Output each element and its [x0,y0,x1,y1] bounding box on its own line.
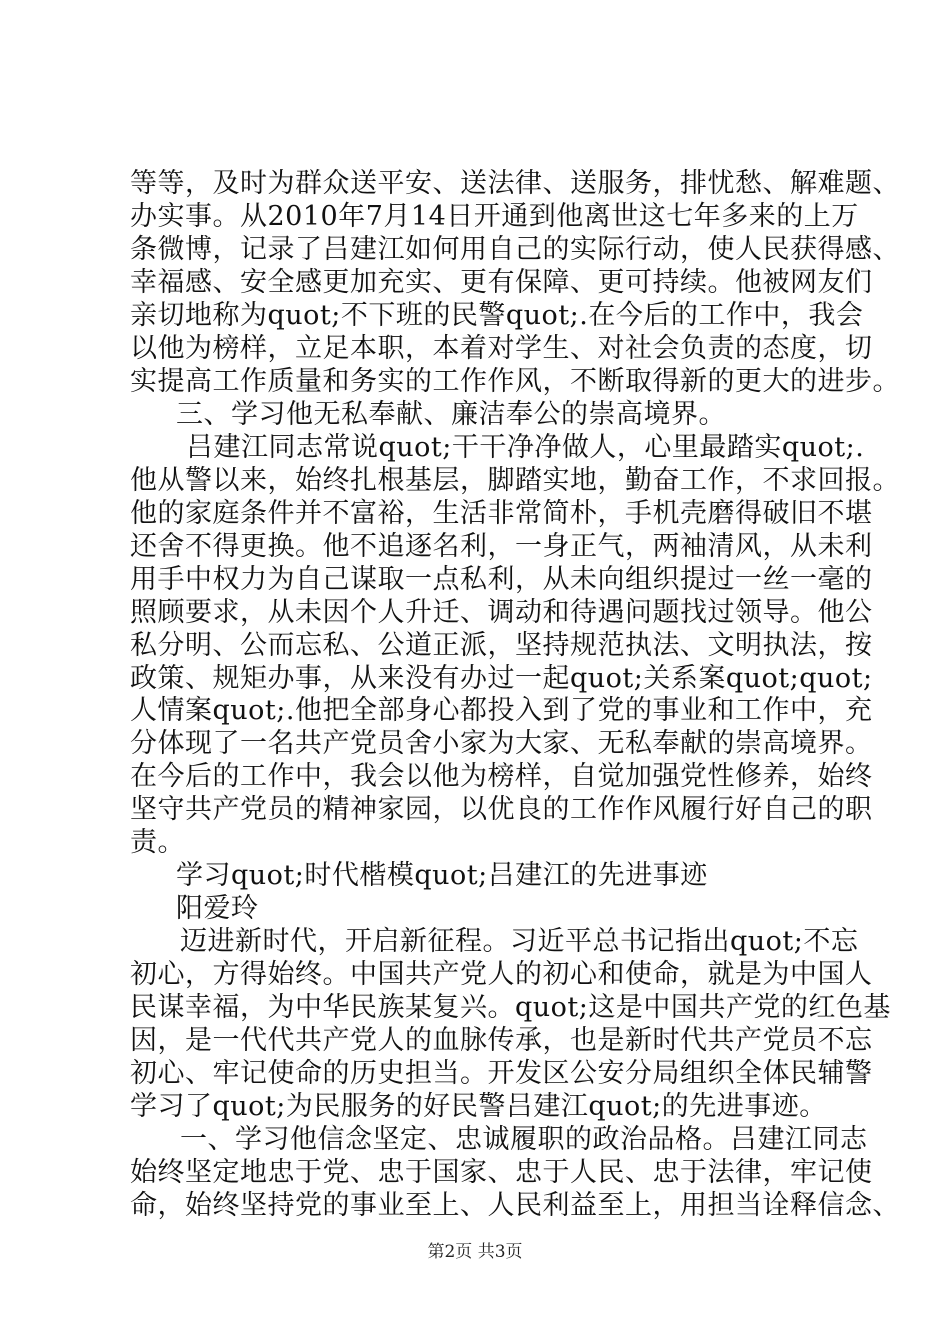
text-line: 在今后的工作中，我会以他为榜样，自觉加强党性修养，始终 [130,761,873,792]
text-line: 一、学习他信念坚定、忠诚履职的政治品格。吕建江同志 [180,1124,868,1155]
text-line: 幸福感、安全感更加充实、更有保障、更可持续。他被网友们 [130,267,873,298]
text-line: 他的家庭条件并不富裕，生活非常简朴，手机壳磨得破旧不堪 [130,498,873,529]
text-line: 等等，及时为群众送平安、送法律、送服务，排忧愁、解难题、 [130,168,900,199]
text-line: 照顾要求，从未因个人升迁、调动和待遇问题找过领导。他公 [130,597,873,628]
text-line: 初心，方得始终。中国共产党人的初心和使命，就是为中国人 [130,959,873,990]
text-line: 他从警以来，始终扎根基层，脚踏实地，勤奋工作，不求回报。 [130,465,900,496]
text-line: 迈进新时代，开启新征程。习近平总书记指出quot;不忘 [180,926,859,957]
text-line: 吕建江同志常说quot;干干净净做人，心里最踏实quot;. [186,432,865,463]
text-line: 因，是一代代共产党人的血脉传承，也是新时代共产党员不忘 [130,1025,873,1056]
article-author: 阳爱玲 [176,893,259,924]
text-line: 还舍不得更换。他不追逐名利，一身正气，两袖清风，从未利 [130,531,873,562]
text-line: 办实事。从2010年7月14日开通到他离世这七年多来的上万 [130,201,859,232]
text-line: 命，始终坚持党的事业至上、人民利益至上，用担当诠释信念、 [130,1190,900,1221]
text-line: 政策、规矩办事，从来没有办过一起quot;关系案quot;quot; [130,663,873,694]
text-line: 以他为榜样，立足本职，本着对学生、对社会负责的态度，切 [130,333,873,364]
text-line: 始终坚定地忠于党、忠于国家、忠于人民、忠于法律，牢记使 [130,1157,873,1188]
text-line: 用手中权力为自己谋取一点私利，从未向组织提过一丝一毫的 [130,564,873,595]
page-number: 第2页 共3页 [427,1242,523,1262]
text-line: 私分明、公而忘私、公道正派，坚持规范执法、文明执法，按 [130,630,873,661]
text-line: 分体现了一名共产党员舍小家为大家、无私奉献的崇高境界。 [130,728,873,759]
section-heading: 三、学习他无私奉献、廉洁奉公的崇高境界。 [176,399,726,430]
text-line: 条微博，记录了吕建江如何用自己的实际行动，使人民获得感、 [130,234,900,265]
text-line: 人情案quot;.他把全部身心都投入到了党的事业和工作中，充 [130,695,873,726]
text-line: 责。 [130,827,185,858]
text-line: 初心、牢记使命的历史担当。开发区公安分局组织全体民辅警 [130,1058,873,1089]
text-line: 实提高工作质量和务实的工作作风，不断取得新的更大的进步。 [130,366,900,397]
text-line: 坚守共产党员的精神家园，以优良的工作作风履行好自己的职 [130,794,873,825]
text-line: 学习了quot;为民服务的好民警吕建江quot;的先进事迹。 [130,1091,827,1122]
article-title: 学习quot;时代楷模quot;吕建江的先进事迹 [176,860,708,891]
text-line: 民谋幸福，为中华民族某复兴。quot;这是中国共产党的红色基 [130,992,891,1023]
text-line: 亲切地称为quot;不下班的民警quot;.在今后的工作中，我会 [130,300,864,331]
